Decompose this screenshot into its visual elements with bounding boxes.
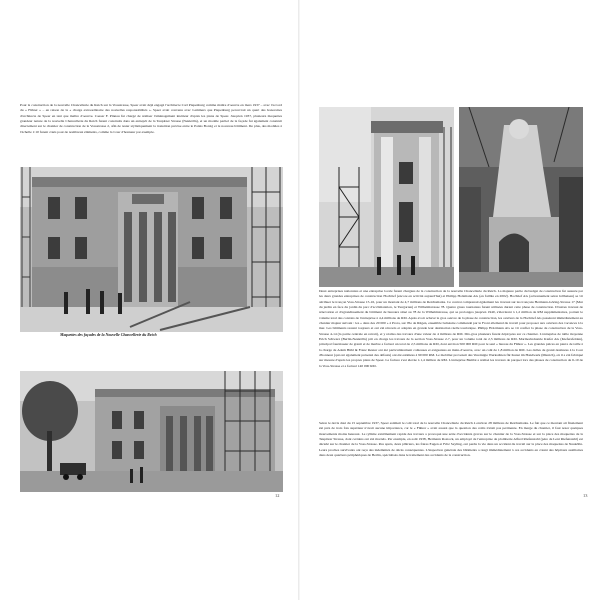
scaffolded-building-photo xyxy=(20,371,283,492)
facade-mockup-caption: Maquettes des façades de la Nouvelle Chancellerie du Reich xyxy=(60,333,157,337)
right-costs-paragraph: Selon le devis daté du 15 septembre 1937, Speer estimait le coût total de la nouvelle Chancellerie du Reich à environ 28 millions de Reichsmarks. Le fait que ce montant ait finalement été près de trois fois supérieur n'avait aucune importance, car le « Führer » avait assuré que la question des coûts n'était pas pertinente. En marge du chantier, il faut noter quelques mouvements moins heureux. Le rythme extrêmement rapide des travaux a provoqué une série d'accidents graves sur le chantier de la Voss-Strasse et sur la place des maquettes de la Teupitzer Strasse, dont certains ont été mortels. Par exemple, en août 1938, Hermann Rostock, un employé de l'entreprise de plomberie Alfred Riefenstahl (père de Leni Riefenstahl) est décédé sur le chantier de la Voss-Strasse. Peu après, deux plâtriers, les frères Eugen et Fritz Seyling, ont perdu la vie dans un accident du travail sur la place des maquettes de Neukölln. Leurs proches survivants ont reçu des indemnités de décès conséquentes. L'inspection générale des bâtiments a réagi immédiatement à ces accidents en créant des hôpitaux auxiliaires dans deux quartiers périphériques de Berlin, spécialisés dans le traitement des accidents de la construction. xyxy=(319,421,583,458)
left-intro-paragraph: Pour la construction de la nouvelle Chancellerie du Reich sur la Vossstrasse, Speer avait déjà engagé l'architecte Carl Piepenburg comme maître d'oeuvre en mars 1937 – avec l'accord du « Führer » – en raison de la « charge extraordinaire des nouvelles responsabilités ». Speer avait convenu avec Lammers que Piepenburg percevrait un quart des honoraires d'architecte de Speer en tant que maître d'oeuvre. Caesar F. Pinnau fut chargé de réaliser l'aménagement intérieur d'après les plans de Speer. Jusqu'en 1937, plusieurs maquettes grandeur nature de la nouvelle Chancellerie du Reich furent construits dans un entrepôt de la Teupitzer Strasse (Neukölln), et un modèle partiel de la façade fut également construit directement sur le chantier de construction de la Vossstrasse 2, afin de tester stylistiquement la transition précise entre le Palais Borsig et le nouveau bâtiment. De plus, des modèles à l'échelle 1:10 furent créés pour de nombreux éléments, comme la Cour d'honneur par exemple. xyxy=(20,103,282,134)
right-contractors-paragraph: Deux entreprises nationales et une entreprise locale furent chargées de la construction de la nouvelle Chancellerie du Reich. La majeure partie du budget de construction fut assurée par les deux grandes entreprises de construction Hochtief (encore en activité aujourd'hui) et Philipp Holzmann AG (en faillite en 2002). Hochtief AG (actionnement selon Jellheisen) se vit attribuer le tronçon Voss-Strasse 15-16, pour un montant de 4,7 millions de Reichsmarks. Ce contrat comprenait également les travaux sur les tronçons Hermann-Göring-Strasse 17 (Mur du jardin en face du jardin du parc d'acclimatation, le Tiergarten) et Wilhelmstrasse 78. Quatre grues tournantes furent utilisées durant cette phase de construction. D'autres travaux de rénovation et d'agrandissement du bâtiment de bureaux situé au 78 de la Wilhelmstrasse, qui se prolongea jusqu'en 1940, s'élevèrent à 1,2 million de RM supplémentaires, portant le volume total des contrats de l'entreprise à 4,4 millions de RM. Après avoir achevé le gros oeuvre de la phase de construction, les ouvriers de la Hochtief AG passèrent immédiatement au chantier majeur suivant : les « dans des 20 000 » à Prora, sur l'île de Rügen, ensemble balnéaire commandé par le Front allemand du travail pour proposer aux ouvriers des vacances à la mer. Les bâtiments restent toujours et ont été rénovés et adaptés en grande leur destination réelle touristique. Philipp Holzmann AG se vit confier la phase de construction de la Voss-Strasse 4-14 (la partie centrale en retrait), et y réalisa des travaux d'une valeur de 4 millions de RM. Dix-gros plusieurs furent déployées sur ce chantier. L'entreprise de taille moyenne Erich Schwarz (Berlin-Neukölln) prit en charge les travaux de la section Voss-Strasse 2-7, pour un volume total de 2,5 millions de RM. Marmorindustrie Kiefer AG (Kiefersfelden), principal fournisseur de granit et de marbre a facturé un total de 2,5 millions de RM, dont environ 500 000 RM pour le seul « bureau du Führer ». Les grandes pièces en pierre de taille à la charge de Adam Bühl & Franz Reuter ont été particulièrement coûteuses et exigeantes en main-d'oeuvre, avec un coût de 1,8 million de RM. Les dalles de granit destinées à la Cour d'honneur (qui ont également présenté des défauts) ont été estimées à 90 000 RM. Le mobilier provenait des Vereinigte Werkstätten für Kunst im Handwerk (Munich), où il a été fabriqué sur mesure d'après les propres plans de Speer. La facture s'est élevée à 1,4 million de RM. L'entreprise Bambé a réalisé les travaux de parquet lors des phases de construction de 6-10 de la Voss-Strasse et a facturé 140 000 RM. xyxy=(319,289,583,368)
gallery-column-photo xyxy=(319,107,454,287)
left-page-number: 12 xyxy=(275,493,280,498)
right-page-number: 13 xyxy=(583,493,588,498)
right-page xyxy=(300,0,600,600)
workshop-sculpture-photo xyxy=(459,107,583,287)
facade-mockup-photo xyxy=(20,167,283,332)
